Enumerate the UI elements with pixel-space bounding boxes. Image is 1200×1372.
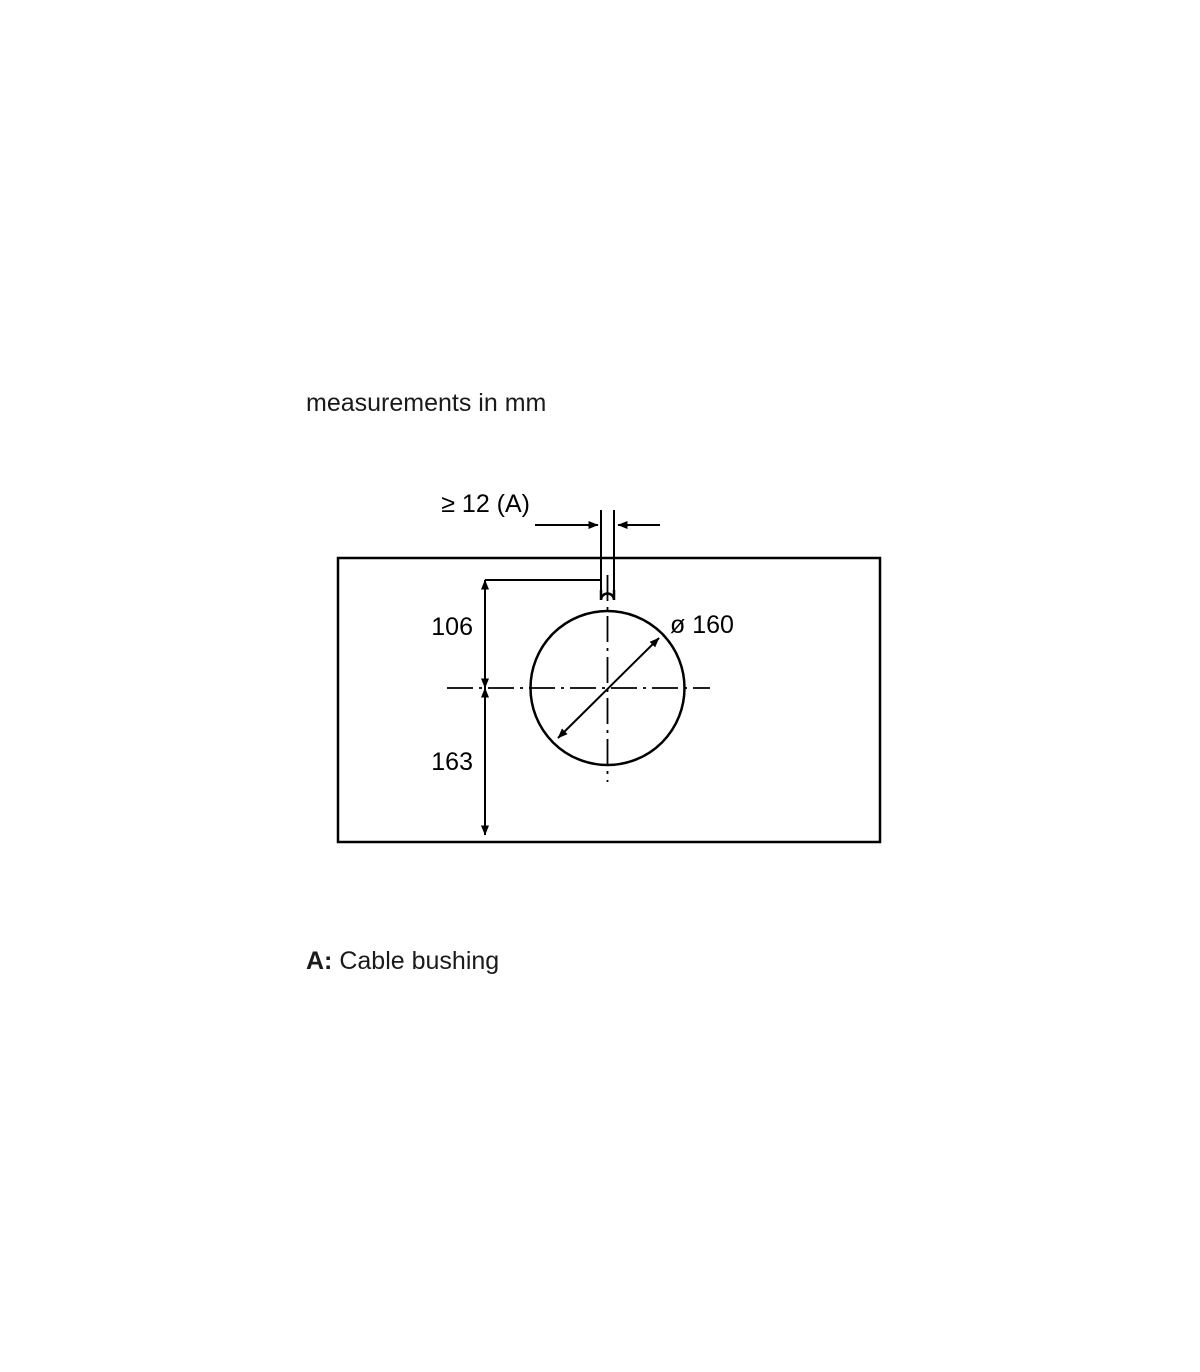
legend-text: Cable bushing [332, 947, 500, 975]
width-dim-label: ≥ 12 (A) [441, 490, 530, 518]
drawing-canvas [280, 470, 920, 890]
legend-cable-bushing [306, 946, 499, 976]
technical-drawing [280, 470, 920, 890]
legend-key: A: [306, 947, 333, 975]
dim-163-label: 163 [431, 748, 473, 776]
diameter-label: ø 160 [670, 611, 734, 639]
panel-outline [338, 558, 880, 842]
measurements-unit-note: measurements in mm [306, 389, 547, 417]
dim-106-label: 106 [431, 613, 473, 641]
